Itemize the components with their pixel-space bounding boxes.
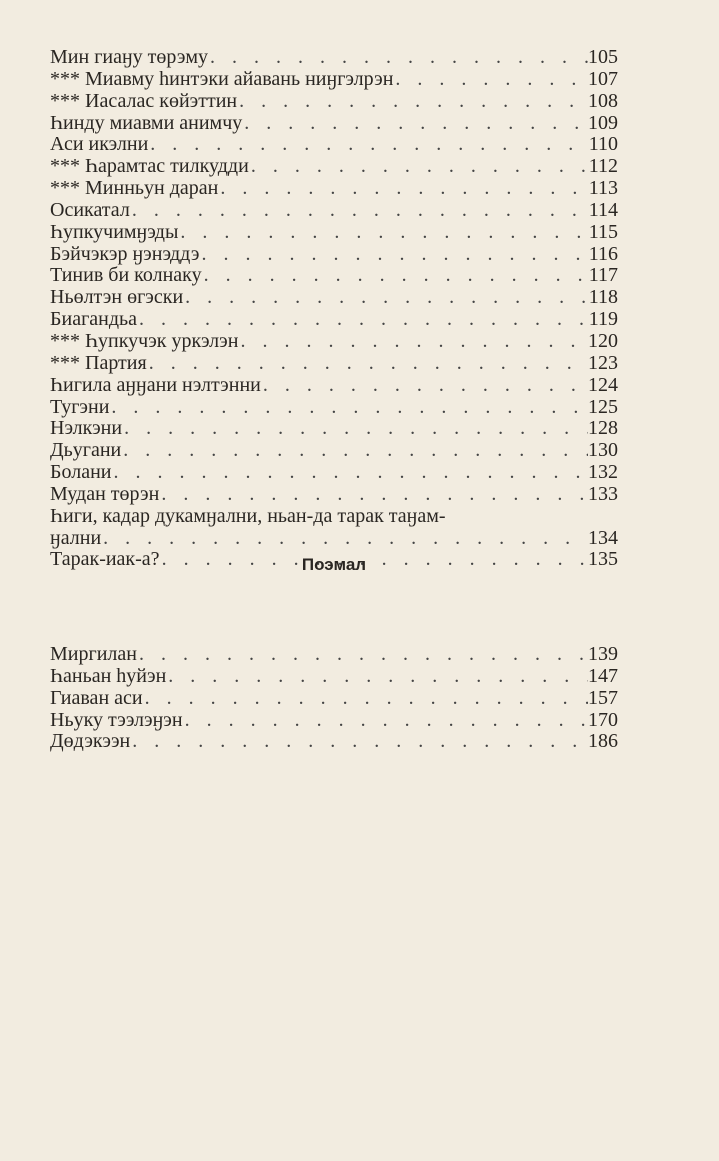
toc-entry [50,287,618,309]
toc-entry [50,113,618,135]
dot-leader [137,309,589,331]
toc-entry [50,375,618,397]
page-number: 139 [588,643,618,665]
entry-title: Һупкучимӈэды [50,220,179,243]
entry-title: *** Һупкучэк уркэлэн [50,329,239,352]
toc-entry-line1: Һиги, кадар дукамӈални, ньан-да тарак таӈам- [50,504,446,527]
toc-entry [50,222,618,244]
entry-title: *** Партия [50,351,147,374]
page-number: 110 [588,133,618,156]
toc-entry [50,178,618,200]
dot-leader [109,397,588,419]
entry-title: Миргилан [50,643,137,665]
entry-title: Тугэни [50,395,110,418]
page-number: 117 [588,264,618,287]
poems-list [50,644,618,753]
entry-title: ӈални [50,526,102,549]
page-number: 109 [588,111,618,134]
page-number: 123 [588,351,618,374]
toc-entry [50,134,618,156]
page-number: 157 [588,686,618,709]
dot-leader [130,731,588,753]
toc-entry [50,331,618,353]
page-number: 132 [588,461,618,484]
toc-entry [50,47,618,69]
page-number: 116 [588,242,618,265]
toc-entry [50,353,618,375]
page-number: 147 [588,664,618,687]
entry-title: Мин гиаӈу төрэму [50,46,208,68]
entry-title: *** Иасалас көйэттин [50,89,238,112]
dot-leader [183,710,588,732]
dot-leader [249,156,589,178]
toc-entry [50,440,618,462]
toc-entry [50,462,618,484]
poem-entry [50,666,618,688]
dot-leader [393,69,588,91]
entry-title: *** Минньун даран [50,177,219,200]
page-number: 124 [588,373,618,396]
dot-leader [237,91,588,113]
toc-entry [50,69,618,91]
entry-title: Дьугани [50,439,122,462]
toc-entry [50,156,618,178]
dot-leader [121,440,588,462]
page-number: 107 [588,67,618,90]
toc-entry [50,397,618,419]
entry-title: Дөдэкээн [50,730,131,753]
entry-title: Тарак-иак-а? [50,548,160,571]
page-number: 130 [588,439,618,462]
toc-entry [50,200,618,222]
toc-entry [50,309,618,331]
entry-title: Һинду миавми анимчу [50,111,243,134]
page-number: 186 [588,730,618,753]
dot-leader [166,666,588,688]
toc-entry [50,528,618,550]
poem-entry [50,644,618,666]
toc-entry [50,484,618,506]
page-number: 108 [588,89,618,112]
page-number: 115 [588,220,618,243]
entry-title: Биагандьа [50,308,138,331]
dot-leader [238,331,588,353]
dot-leader [202,265,589,287]
page-number: 114 [588,198,618,221]
entry-title: Болани [50,461,112,484]
page-number: 134 [588,526,618,549]
entry-title: Мудан төрэн [50,482,160,505]
dot-leader [178,222,588,244]
page-number: 133 [588,482,618,505]
page-number: 112 [588,155,618,178]
dot-leader [208,47,588,69]
entry-title: Нэлкэни [50,417,123,440]
poem-entry [50,688,618,710]
dot-leader [143,688,588,710]
page-number: 135 [588,548,618,571]
dot-leader [148,134,588,156]
dot-leader [218,178,588,200]
entry-title: Аси икэлни [50,133,149,156]
dot-leader [147,353,588,375]
page-number: 128 [588,417,618,440]
entry-title: *** Һарамтас тилкудди [50,155,249,178]
dot-leader [101,528,588,550]
dot-leader [183,287,589,309]
section-heading-poems: Поэмал [301,555,367,574]
entry-title: Гиаван аси [50,686,143,709]
page-number: 113 [588,177,618,200]
table-of-contents [50,47,618,571]
poem-entry [50,710,618,732]
entry-title: Бэйчэкэр ӈэнэддэ [50,242,200,265]
dot-leader [122,418,588,440]
toc-entry [50,91,618,113]
page-number: 118 [588,286,618,309]
dot-leader [159,484,588,506]
toc-entry [50,265,618,287]
dot-leader [242,113,588,135]
entry-title: *** Миавму һинтэки айавань ниӈгэлрэн [50,67,394,90]
entry-title: Һаньан һуйэн [50,664,167,687]
entry-title: Һигила аӈӈани нэлтэнни [50,373,261,396]
entry-title: Тинив би колнаку [50,264,202,287]
toc-entry [50,244,618,266]
page-number: 125 [588,395,618,418]
dot-leader [137,644,588,666]
toc-entry [50,418,618,440]
dot-leader [111,462,588,484]
entry-title: Ньөлтэн өгэски [50,286,184,309]
dot-leader [261,375,588,397]
page-number: 170 [588,708,618,731]
entry-title: Ньуку тээлэӈэн [50,708,183,731]
dot-leader [199,244,588,266]
page-number: 105 [588,46,618,68]
entry-title: Осикатал [50,198,130,221]
dot-leader [130,200,589,222]
poem-entry [50,731,618,753]
page-number: 119 [588,308,618,331]
page-number: 120 [588,329,618,352]
